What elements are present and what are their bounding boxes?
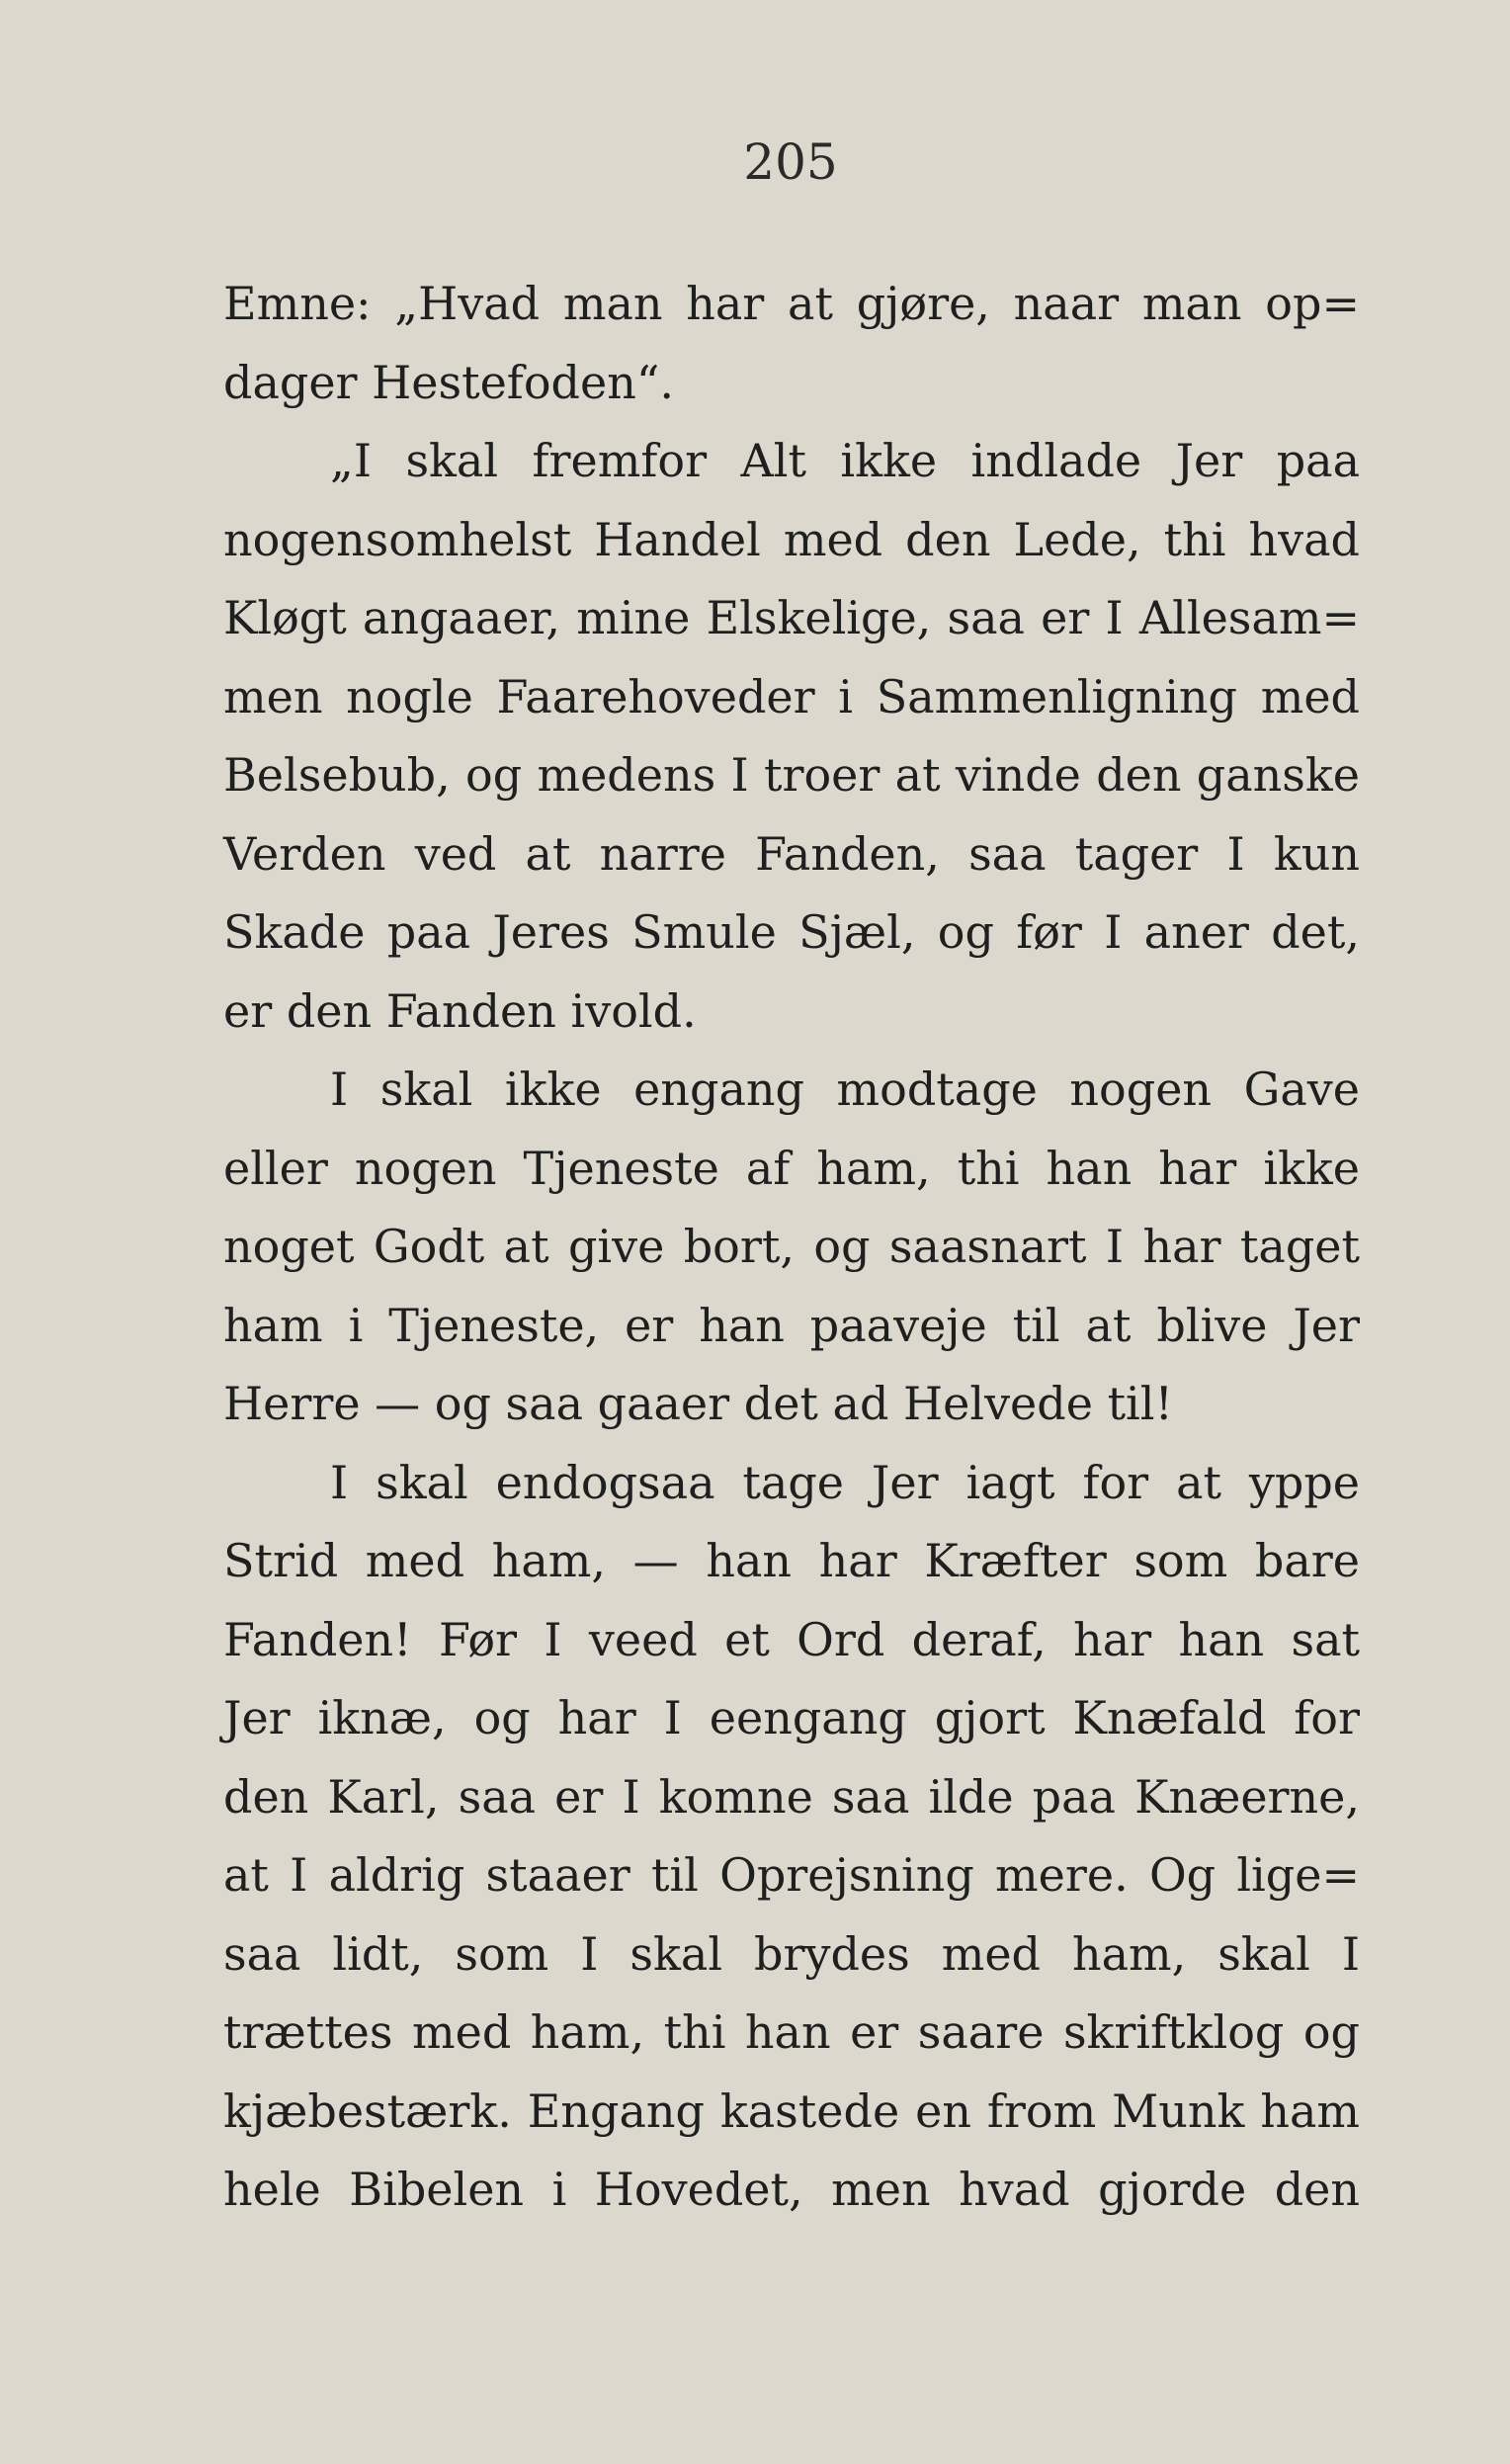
text-line: ham i Tjeneste, er han paaveje til at blive Jer xyxy=(223,1298,1360,1352)
text-line: men nogle Faarehoveder i Sammenligning med xyxy=(223,669,1360,723)
body-text xyxy=(223,265,1360,2230)
text-line: at I aldrig staaer til Oprejsning mere. Og lige= xyxy=(223,1848,1360,1902)
text-line: kjæbestærk. Engang kastede en from Munk ham xyxy=(223,2083,1360,2138)
text-line: Skade paa Jeres Smule Sjæl, og før I aner det, xyxy=(223,905,1360,959)
text-line: Jer iknæ, og har I eengang gjort Knæfald for xyxy=(223,1691,1360,1744)
text-line: „I skal fremfor Alt ikke indlade Jer paa xyxy=(330,434,1360,487)
text-line: hele Bibelen i Hovedet, men hvad gjorde den xyxy=(223,2163,1360,2216)
text-line: dager Hestefoden“. xyxy=(223,355,674,409)
text-line: Herre — og saa gaaer det ad Helvede til! xyxy=(223,1377,1173,1430)
text-line: saa lidt, som I skal brydes med ham, skal I xyxy=(223,1926,1360,1981)
text-line: Strid med ham, — han har Kræfter som bare xyxy=(223,1534,1360,1587)
page-number: 205 xyxy=(743,133,838,191)
text-line: Emne: „Hvad man har at gjøre, naar man op= xyxy=(223,277,1360,330)
text-line: trættes med ham, thi han er saare skriftklog og xyxy=(223,2005,1360,2059)
text-line: Belsebub, og medens I troer at vinde den ganske xyxy=(223,748,1360,802)
text-line: Verden ved at narre Fanden, saa tager I kun xyxy=(223,826,1360,881)
text-line: I skal endogsaa tage Jer iagt for at yppe xyxy=(330,1455,1360,1509)
text-line: er den Fanden ivold. xyxy=(223,983,697,1038)
text-line: noget Godt at give bort, og saasnart I har taget xyxy=(223,1220,1360,1273)
text-line: I skal ikke engang modtage nogen Gave xyxy=(330,1062,1360,1116)
text-line: den Karl, saa er I komne saa ilde paa Knæerne, xyxy=(223,1769,1360,1824)
text-line: Kløgt angaaer, mine Elskelige, saa er I Allesam= xyxy=(223,591,1360,644)
text-line: eller nogen Tjeneste af ham, thi han har ikke xyxy=(223,1141,1360,1195)
text-line: Fanden! Før I veed et Ord deraf, har han sat xyxy=(223,1612,1360,1666)
text-line: nogensomhelst Handel med den Lede, thi hvad xyxy=(223,512,1360,566)
